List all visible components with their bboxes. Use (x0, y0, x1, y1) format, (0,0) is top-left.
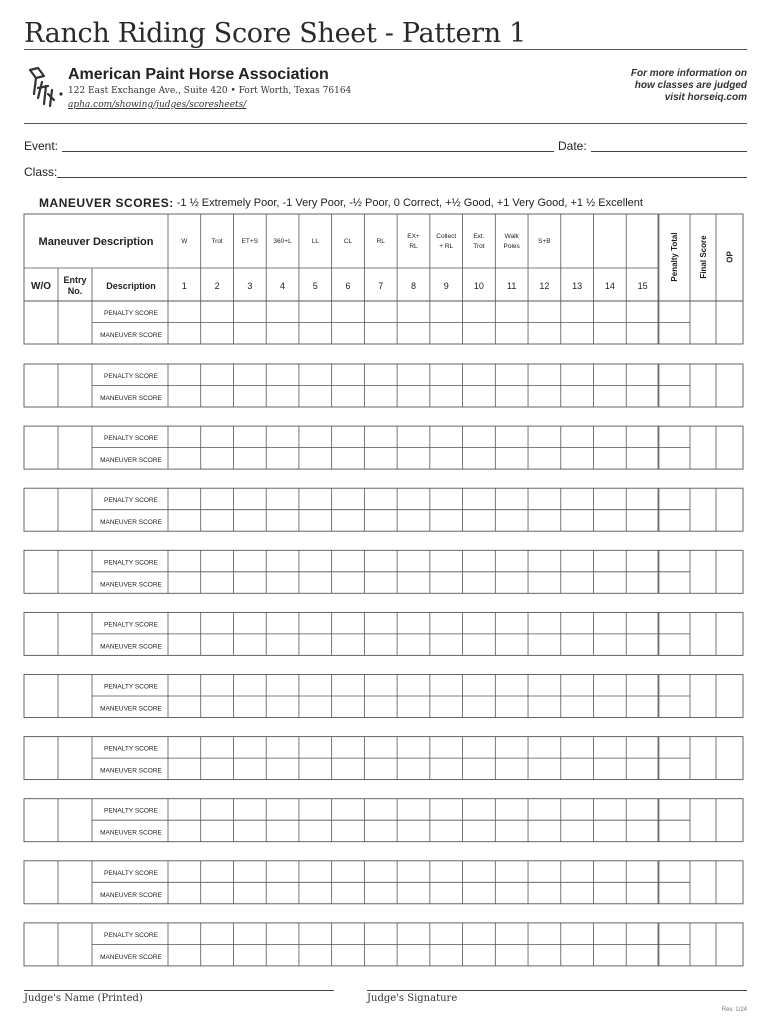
maneuver-header: ET+S (241, 238, 259, 245)
maneuver-number: 7 (378, 281, 384, 291)
date-label: Date: (558, 139, 587, 153)
maneuver-number: 6 (345, 281, 351, 291)
penalty-score-label: PENALTY SCORE (104, 683, 158, 691)
maneuver-score-label: MANEUVER SCORE (100, 829, 162, 837)
penalty-score-label: PENALTY SCORE (104, 310, 158, 317)
score-key-label: MANEUVER SCORES: (39, 196, 174, 210)
judge-signature-label: Judge's Signature (367, 993, 458, 1004)
penalty-score-label: PENALTY SCORE (104, 497, 158, 505)
maneuver-header: + RL (439, 243, 454, 250)
maneuver-score-label: MANEUVER SCORE (100, 953, 162, 961)
maneuver-header: EX+ (407, 233, 420, 240)
maneuver-score-label: MANEUVER SCORE (100, 395, 162, 402)
entry-header: No. (67, 286, 83, 296)
judge-signature-field[interactable] (367, 990, 747, 991)
maneuver-header: W (181, 238, 188, 245)
description-header: Description (106, 281, 156, 291)
maneuver-header: LL (311, 238, 319, 245)
entry-header: Entry (63, 275, 87, 285)
more-info-line: visit horseiq.com (664, 92, 747, 103)
more-info-line: how classes are judged (634, 80, 747, 91)
org-name: American Paint Horse Association (68, 66, 329, 83)
wo-header: W/O (31, 281, 51, 292)
maneuver-description-header: Maneuver Description (38, 236, 154, 248)
maneuver-number: 4 (280, 281, 286, 291)
penalty-score-label: PENALTY SCORE (104, 869, 158, 877)
final-score-header: Final Score (699, 235, 708, 279)
revision-label: Rev. 1/24 (721, 1007, 747, 1013)
maneuver-header: Collect (436, 233, 457, 240)
maneuver-score-label: MANEUVER SCORE (100, 767, 162, 775)
maneuver-header: Ext. (473, 233, 485, 240)
maneuver-number: 10 (473, 281, 484, 291)
maneuver-header: S+B (538, 238, 551, 245)
maneuver-number: 11 (506, 281, 517, 291)
maneuver-number: 3 (247, 281, 253, 291)
penalty-score-label: PENALTY SCORE (104, 373, 158, 380)
maneuver-header: Poles (503, 243, 520, 250)
maneuver-score-label: MANEUVER SCORE (100, 891, 162, 899)
maneuver-number: 14 (604, 281, 615, 291)
maneuver-number: 2 (214, 281, 220, 291)
maneuver-number: 12 (539, 281, 550, 291)
maneuver-header: 360+L (273, 238, 292, 245)
maneuver-score-label: MANEUVER SCORE (100, 581, 162, 589)
maneuver-header: Trot (473, 243, 485, 250)
penalty-total-header: Penalty Total (670, 232, 679, 282)
maneuver-score-label: MANEUVER SCORE (100, 643, 162, 651)
penalty-score-label: PENALTY SCORE (104, 745, 158, 753)
maneuver-header: Trot (211, 238, 223, 245)
maneuver-number: 1 (181, 281, 187, 291)
maneuver-header: Walk (504, 233, 519, 240)
score-key-text: -1 ½ Extremely Poor, -1 Very Poor, -½ Poor, 0 Correct, +½ Good, +1 Very Good, +1 ½ Excellent (176, 197, 643, 209)
maneuver-header: RL (376, 238, 385, 245)
maneuver-score-label: MANEUVER SCORE (100, 519, 162, 527)
maneuver-number: 13 (572, 281, 583, 291)
judge-name-label: Judge's Name (Printed) (24, 993, 143, 1004)
page-title: Ranch Riding Score Sheet - Pattern 1 (24, 18, 526, 49)
penalty-score-label: PENALTY SCORE (104, 435, 158, 443)
org-address: 122 East Exchange Ave., Suite 420 • Fort Worth, Texas 76164 (68, 86, 352, 96)
penalty-score-label: PENALTY SCORE (104, 807, 158, 815)
judge-name-field[interactable] (24, 990, 334, 991)
maneuver-header: CL (343, 238, 353, 245)
event-label: Event: (24, 139, 59, 153)
maneuver-header: RL (409, 243, 418, 250)
maneuver-number: 5 (312, 281, 318, 291)
penalty-score-label: PENALTY SCORE (104, 931, 158, 939)
more-info-line: For more information on (630, 68, 747, 79)
penalty-score-label: PENALTY SCORE (104, 621, 158, 629)
org-url-link[interactable]: apha.com/showing/judges/scoresheets/ (68, 100, 247, 110)
maneuver-number: 9 (443, 281, 449, 291)
maneuver-score-label: MANEUVER SCORE (100, 332, 162, 339)
maneuver-score-label: MANEUVER SCORE (100, 705, 162, 713)
maneuver-number: 8 (410, 281, 416, 291)
class-label: Class: (24, 165, 58, 179)
op-header: OP (725, 251, 735, 263)
penalty-score-label: PENALTY SCORE (104, 559, 158, 567)
maneuver-score-label: MANEUVER SCORE (100, 457, 162, 465)
maneuver-number: 15 (637, 281, 648, 291)
